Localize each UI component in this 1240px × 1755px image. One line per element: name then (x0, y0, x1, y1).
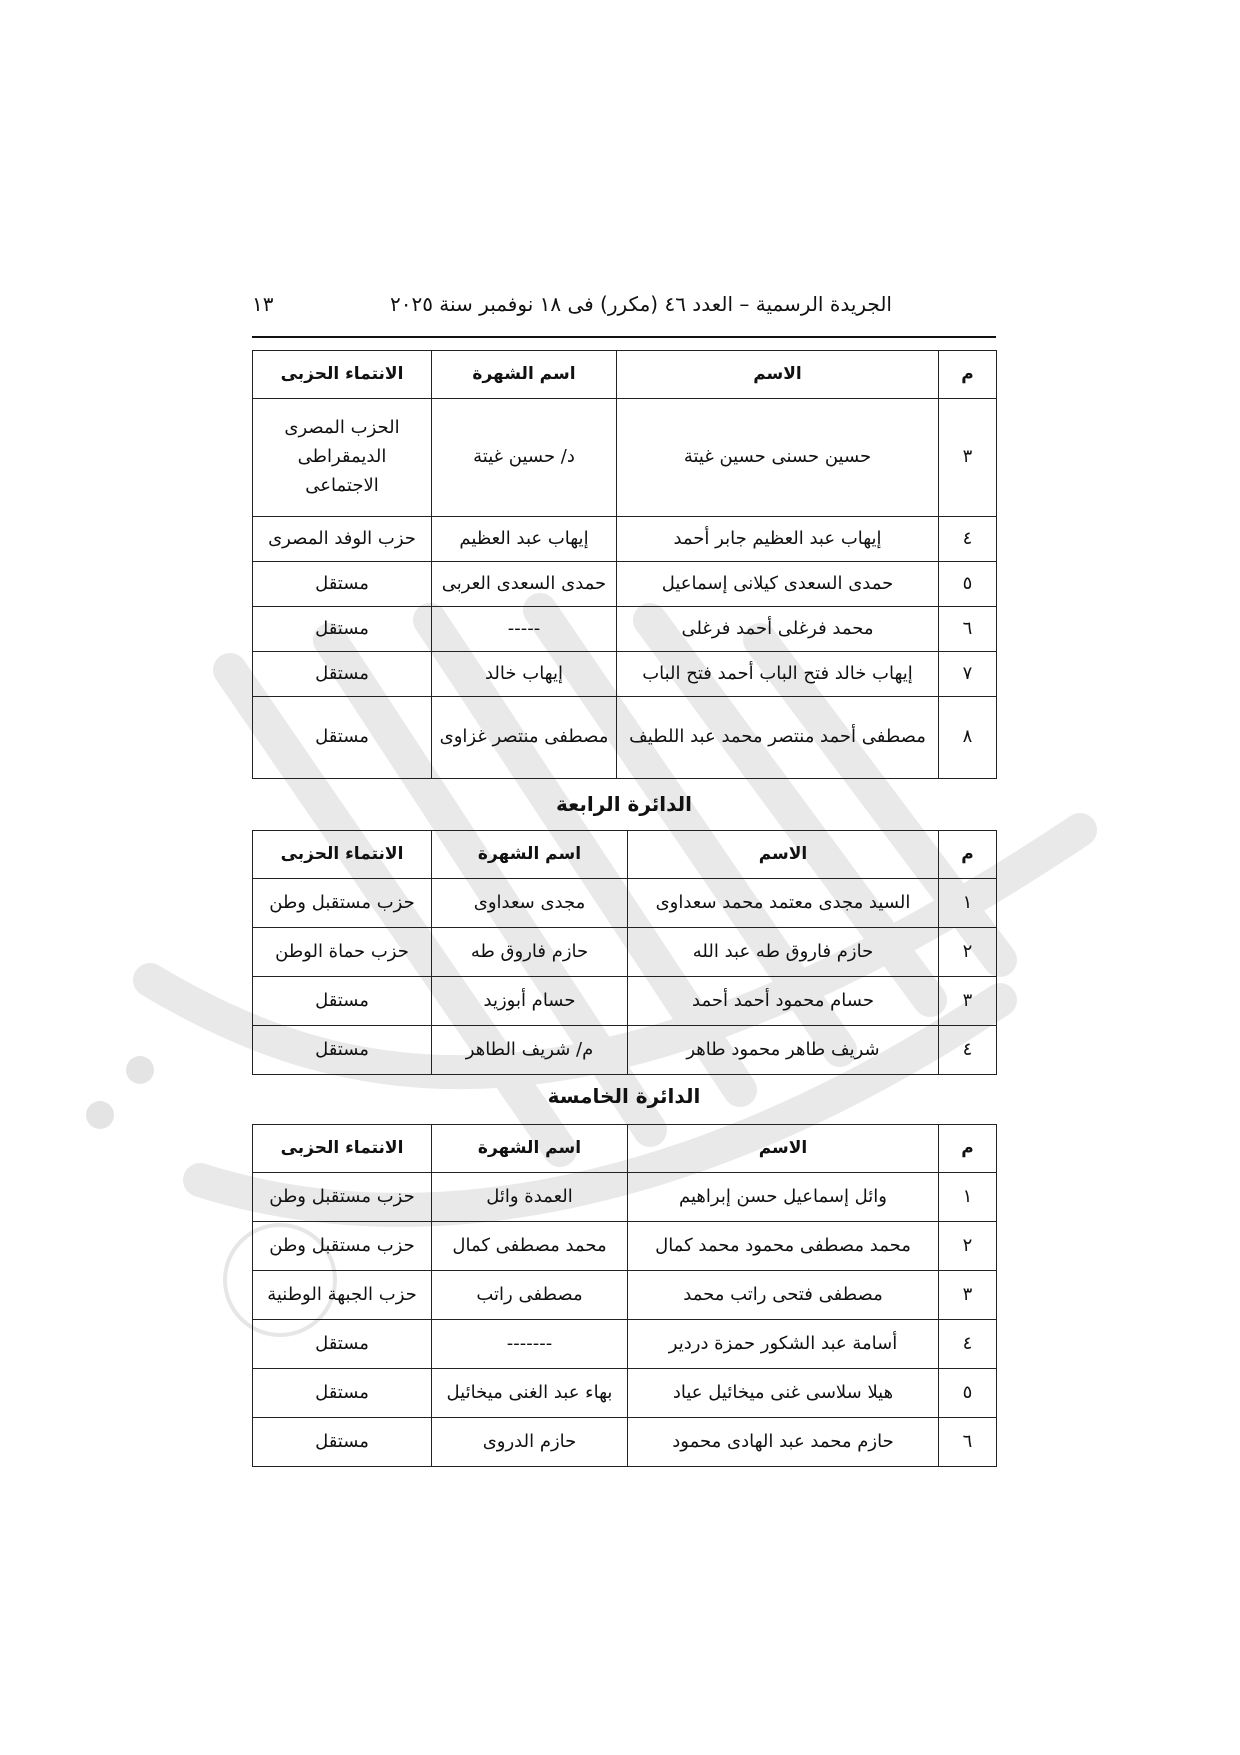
cell-party: مستقل (253, 697, 432, 779)
col-popular-name: اسم الشهرة (432, 831, 628, 879)
cell-num: ٢ (939, 928, 997, 977)
col-popular-name: اسم الشهرة (432, 1125, 628, 1173)
cell-num: ٦ (939, 1418, 997, 1467)
cell-num: ٧ (939, 652, 997, 697)
cell-popular: ----- (432, 607, 617, 652)
cell-popular: حسام أبوزيد (432, 977, 628, 1026)
cell-name: محمد مصطفى محمود محمد كمال (628, 1222, 939, 1271)
table-row (253, 1320, 997, 1369)
cell-party: مستقل (253, 1026, 432, 1075)
cell-popular: إيهاب خالد (432, 652, 617, 697)
cell-popular: إيهاب عبد العظيم (432, 517, 617, 562)
candidates-table-1 (252, 350, 997, 779)
cell-popular: حمدى السعدى العربى (432, 562, 617, 607)
page-number: ١٣ (252, 292, 274, 316)
col-num: م (939, 831, 997, 879)
table-row (253, 928, 997, 977)
cell-name: مصطفى أحمد منتصر محمد عبد اللطيف (617, 697, 939, 779)
cell-num: ٥ (939, 562, 997, 607)
cell-party: حزب مستقبل وطن (253, 1173, 432, 1222)
cell-popular: العمدة وائل (432, 1173, 628, 1222)
table-row (253, 697, 997, 779)
cell-party: حزب الجبهة الوطنية (253, 1271, 432, 1320)
cell-num: ٣ (939, 977, 997, 1026)
table-row (253, 1271, 997, 1320)
col-popular-name: اسم الشهرة (432, 351, 617, 399)
col-party: الانتماء الحزبى (253, 351, 432, 399)
cell-num: ١ (939, 879, 997, 928)
table-row (253, 562, 997, 607)
table-row (253, 1418, 997, 1467)
table-row (253, 1369, 997, 1418)
table-row (253, 517, 997, 562)
table-header-row (253, 351, 997, 399)
cell-party: مستقل (253, 977, 432, 1026)
cell-party: مستقل (253, 562, 432, 607)
cell-popular: مصطفى راتب (432, 1271, 628, 1320)
cell-name: إيهاب خالد فتح الباب أحمد فتح الباب (617, 652, 939, 697)
section-title-fifth: الدائرة الخامسة (547, 1084, 701, 1108)
cell-name: أسامة عبد الشكور حمزة دردير (628, 1320, 939, 1369)
cell-name: حسين حسنى حسين غيتة (617, 399, 939, 517)
cell-party: الحزب المصرى الديمقراطى الاجتماعى (253, 399, 432, 517)
cell-num: ٤ (939, 1320, 997, 1369)
cell-party: حزب الوفد المصرى (253, 517, 432, 562)
cell-num: ٥ (939, 1369, 997, 1418)
table-row (253, 1222, 997, 1271)
cell-popular: مجدى سعداوى (432, 879, 628, 928)
cell-popular: حازم الدروى (432, 1418, 628, 1467)
table-row (253, 652, 997, 697)
cell-popular: ------- (432, 1320, 628, 1369)
cell-name: حازم فاروق طه عبد الله (628, 928, 939, 977)
cell-popular: د/ حسين غيتة (432, 399, 617, 517)
cell-party: مستقل (253, 1369, 432, 1418)
col-num: م (939, 1125, 997, 1173)
cell-name: حمدى السعدى كيلانى إسماعيل (617, 562, 939, 607)
cell-name: حسام محمود أحمد أحمد (628, 977, 939, 1026)
cell-party: مستقل (253, 1320, 432, 1369)
cell-party: مستقل (253, 652, 432, 697)
table-row (253, 1026, 997, 1075)
table-row (253, 879, 997, 928)
gazette-title: الجريدة الرسمية – العدد ٤٦ (مكرر) فى ١٨ نوفمبر سنة ٢٠٢٥ (389, 292, 892, 316)
cell-num: ٤ (939, 517, 997, 562)
section-title-fourth: الدائرة الرابعة (555, 792, 693, 816)
cell-num: ٦ (939, 607, 997, 652)
header-rule (252, 336, 996, 338)
cell-popular: محمد مصطفى كمال (432, 1222, 628, 1271)
page-header (252, 284, 996, 324)
candidates-table-4 (252, 830, 997, 1075)
cell-name: شريف طاهر محمود طاهر (628, 1026, 939, 1075)
cell-name: مصطفى فتحى راتب محمد (628, 1271, 939, 1320)
cell-name: إيهاب عبد العظيم جابر أحمد (617, 517, 939, 562)
col-num: م (939, 351, 997, 399)
col-name: الاسم (617, 351, 939, 399)
col-name: الاسم (628, 831, 939, 879)
cell-party: حزب مستقبل وطن (253, 1222, 432, 1271)
table-header-row (253, 831, 997, 879)
table-row (253, 1173, 997, 1222)
cell-party: حزب مستقبل وطن (253, 879, 432, 928)
cell-name: هيلا سلاسى غنى ميخائيل عياد (628, 1369, 939, 1418)
gazette-page (252, 0, 996, 1755)
cell-party: حزب حماة الوطن (253, 928, 432, 977)
cell-popular: مصطفى منتصر غزاوى (432, 697, 617, 779)
cell-popular: حازم فاروق طه (432, 928, 628, 977)
cell-popular: بهاء عبد الغنى ميخائيل (432, 1369, 628, 1418)
table-row (253, 399, 997, 517)
cell-name: حازم محمد عبد الهادى محمود (628, 1418, 939, 1467)
cell-num: ٨ (939, 697, 997, 779)
table-row (253, 977, 997, 1026)
cell-num: ٢ (939, 1222, 997, 1271)
table-header-row (253, 1125, 997, 1173)
cell-name: محمد فرغلى أحمد فرغلى (617, 607, 939, 652)
cell-popular: م/ شريف الطاهر (432, 1026, 628, 1075)
col-party: الانتماء الحزبى (253, 1125, 432, 1173)
col-party: الانتماء الحزبى (253, 831, 432, 879)
table-row (253, 607, 997, 652)
cell-party: مستقل (253, 607, 432, 652)
cell-num: ٣ (939, 399, 997, 517)
col-name: الاسم (628, 1125, 939, 1173)
candidates-table-5 (252, 1124, 997, 1467)
cell-num: ١ (939, 1173, 997, 1222)
cell-party: مستقل (253, 1418, 432, 1467)
cell-name: السيد مجدى معتمد محمد سعداوى (628, 879, 939, 928)
cell-name: وائل إسماعيل حسن إبراهيم (628, 1173, 939, 1222)
cell-num: ٤ (939, 1026, 997, 1075)
cell-num: ٣ (939, 1271, 997, 1320)
